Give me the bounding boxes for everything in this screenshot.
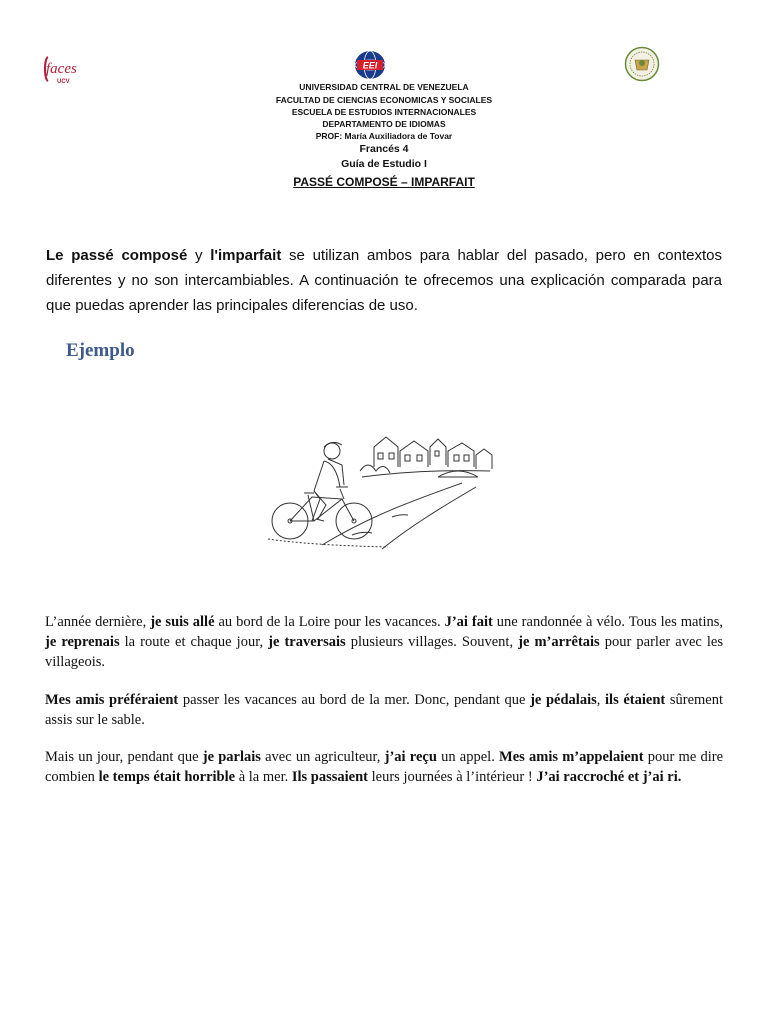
section-heading: Ejemplo bbox=[66, 340, 135, 361]
paragraph-text: un appel. bbox=[436, 749, 500, 765]
paragraph-text: à la mer. bbox=[235, 769, 292, 785]
intro-term-passe-compose: Le passé composé bbox=[46, 247, 188, 264]
intro-term-imparfait: l'imparfait bbox=[210, 247, 282, 264]
verb-phrase: Mes amis m’appelaient bbox=[499, 749, 644, 765]
faculty-name: FACULTAD DE CIENCIAS ECONOMICAS Y SOCIALES bbox=[275, 95, 493, 105]
paragraph-text: pour me dire combien bbox=[45, 749, 724, 785]
svg-text:faces: faces bbox=[46, 61, 77, 77]
paragraph-text: , bbox=[596, 692, 606, 708]
verb-phrase: J’ai raccroché et j’ai ri. bbox=[536, 769, 682, 785]
school-name: ESCUELA DE ESTUDIOS INTERNACIONALES bbox=[291, 107, 477, 117]
professor-name: PROF: María Auxiliadora de Tovar bbox=[315, 131, 453, 141]
verb-phrase: ils étaient bbox=[605, 692, 666, 708]
verb-phrase: je parlais bbox=[202, 749, 261, 765]
example-paragraph-3 bbox=[45, 747, 723, 787]
university-name: UNIVERSIDAD CENTRAL DE VENEZUELA bbox=[299, 82, 469, 92]
example-paragraph-1 bbox=[45, 612, 723, 672]
eei-logo bbox=[354, 50, 386, 80]
intro-body: se utilizan ambos para hablar del pasado, pero en contextos diferentes y no son intercambiables. A continuación te ofrecemos una explicación comparada para que puedas aprender las principales diferencias de uso. bbox=[46, 247, 722, 314]
paragraph-text: Mais un jour, pendant que bbox=[45, 749, 203, 765]
paragraph-text: la route et chaque jour, bbox=[119, 634, 269, 650]
paragraph-text: avec un agriculteur, bbox=[260, 749, 385, 765]
verb-phrase: je traversais bbox=[268, 634, 346, 650]
department-name: DEPARTAMENTO DE IDIOMAS bbox=[322, 119, 446, 129]
verb-phrase: J’ai fait bbox=[444, 614, 493, 630]
intro-paragraph bbox=[46, 243, 722, 318]
verb-phrase: le temps était horrible bbox=[98, 769, 236, 785]
verb-phrase: Ils passaient bbox=[291, 769, 369, 785]
verb-phrase: Mes amis préféraient bbox=[45, 692, 179, 708]
document-title: PASSÉ COMPOSÉ – IMPARFAIT bbox=[293, 175, 475, 189]
paragraph-text: passer les vacances au bord de la mer. Donc, pendant que bbox=[178, 692, 531, 708]
svg-text:UCV: UCV bbox=[57, 79, 70, 85]
paragraph-text: au bord de la Loire pour les vacances. bbox=[214, 614, 445, 630]
university-seal bbox=[622, 46, 662, 82]
verb-phrase: j’ai reçu bbox=[384, 749, 437, 765]
cyclist-village-illustration bbox=[262, 425, 498, 553]
course-name: Francés 4 bbox=[359, 143, 409, 155]
verb-phrase: je reprenais bbox=[45, 634, 120, 650]
intro-connector: y bbox=[187, 247, 211, 264]
paragraph-text: plusieurs villages. Souvent, bbox=[345, 634, 519, 650]
svg-text:EEI: EEI bbox=[362, 60, 378, 71]
example-paragraph-2 bbox=[45, 690, 723, 730]
paragraph-text: L’année dernière, bbox=[45, 614, 151, 630]
paragraph-text: sûrement assis sur le sable. bbox=[45, 692, 723, 728]
paragraph-text: pour parler avec les villageois. bbox=[45, 634, 723, 670]
verb-phrase: je m’arrêtais bbox=[518, 634, 600, 650]
guide-name: Guía de Estudio I bbox=[341, 158, 427, 170]
verb-phrase: je suis allé bbox=[150, 614, 215, 630]
paragraph-text: une randonnée à vélo. Tous les matins, bbox=[492, 614, 723, 630]
verb-phrase: je pédalais bbox=[530, 692, 597, 708]
paragraph-text: leurs journées à l’intérieur ! bbox=[368, 769, 537, 785]
